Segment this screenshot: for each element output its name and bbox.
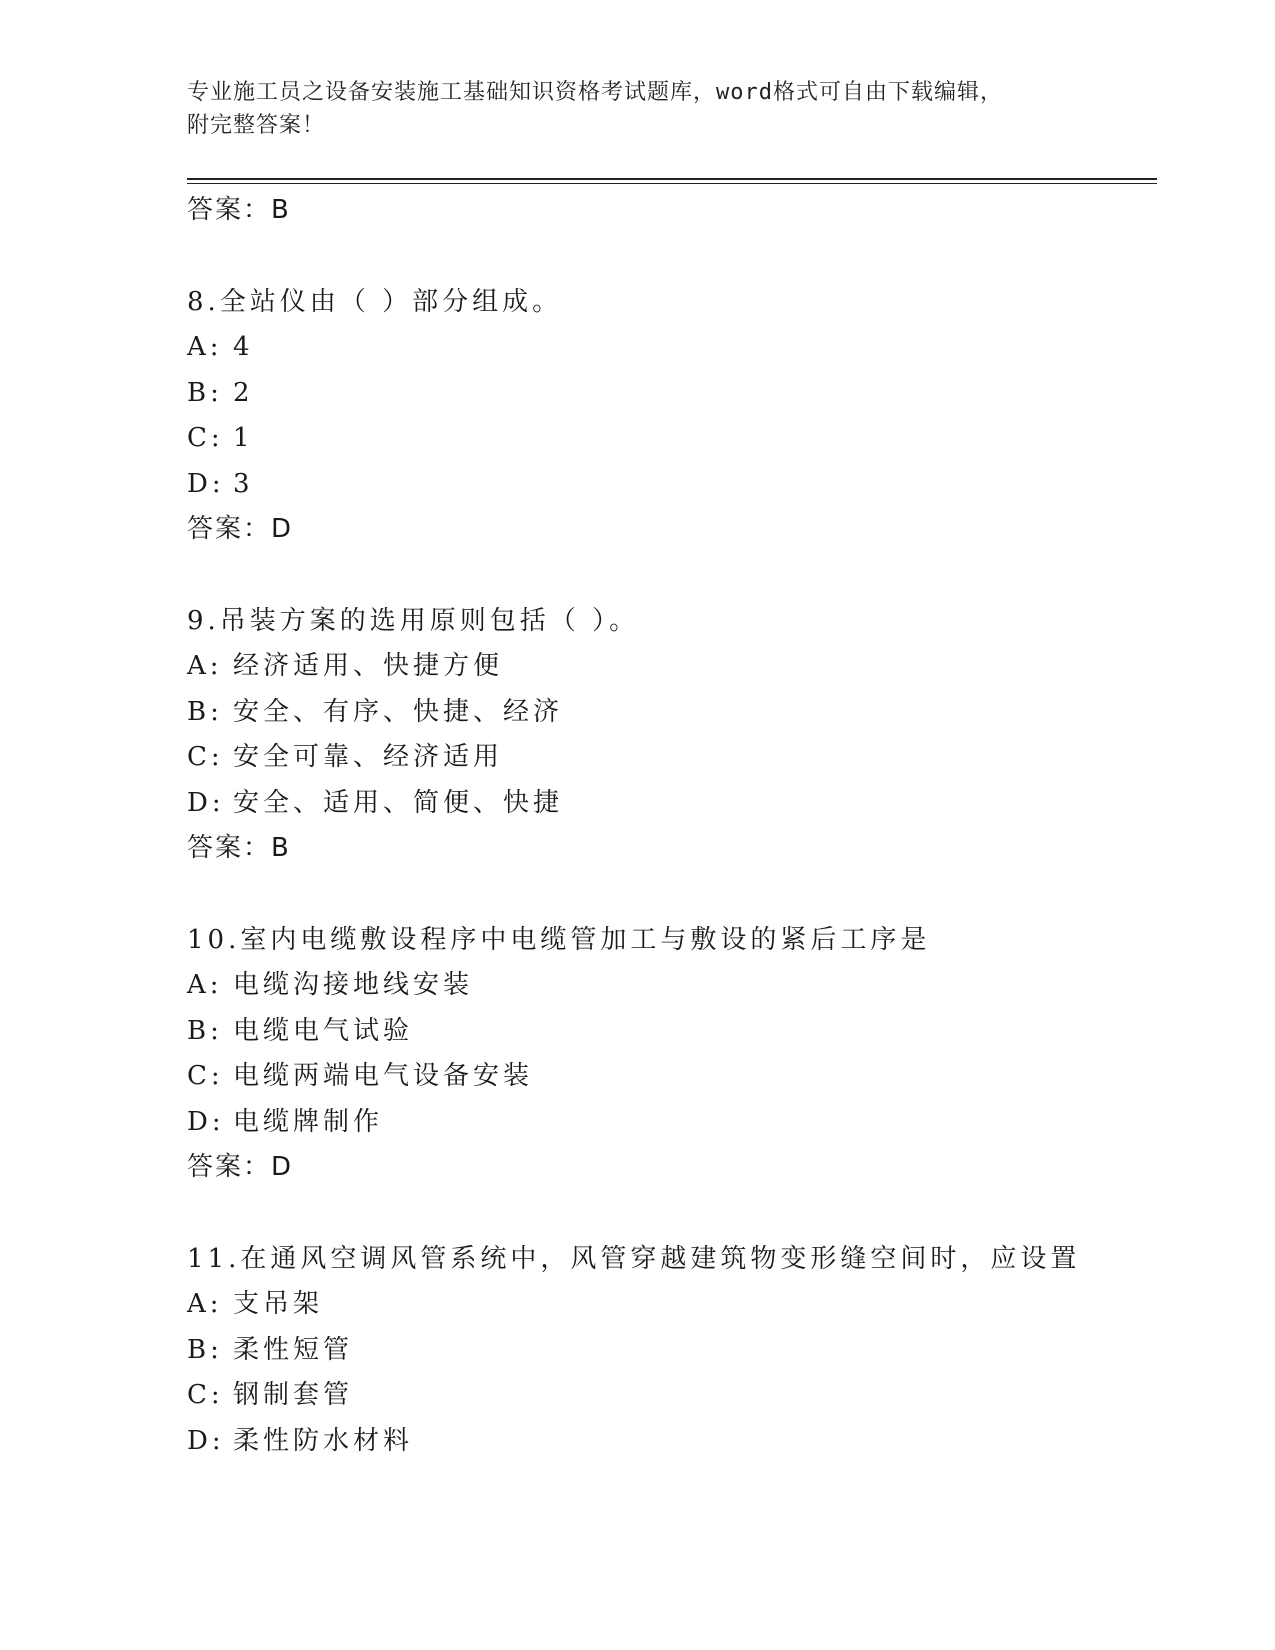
spacer bbox=[187, 553, 1187, 599]
option-letter: B: bbox=[187, 696, 223, 727]
option-text: 电缆电气试验 bbox=[233, 1015, 414, 1046]
option-b bbox=[187, 1328, 1187, 1374]
option-text: 支吊架 bbox=[233, 1289, 324, 1319]
option-a bbox=[187, 325, 1187, 371]
option-letter: D: bbox=[187, 787, 225, 818]
question-block bbox=[187, 280, 1187, 553]
option-text: 安全、适用、简便、快捷 bbox=[233, 787, 564, 818]
option-b bbox=[187, 371, 1187, 417]
option-text: 安全、有序、快捷、经济 bbox=[233, 696, 564, 727]
option-text: 柔性短管 bbox=[233, 1334, 354, 1365]
answer-line: 答案：D bbox=[187, 514, 294, 544]
option-b bbox=[187, 1009, 1187, 1055]
option-text: 钢制套管 bbox=[233, 1380, 354, 1410]
question-stem: 10.室内电缆敷设程序中电缆管加工与敷设的紧后工序是 bbox=[187, 924, 931, 955]
option-c bbox=[187, 1054, 1187, 1100]
option-text: 经济适用、快捷方便 bbox=[233, 651, 504, 681]
answer-line: 答案：B bbox=[187, 195, 291, 225]
option-letter: D: bbox=[187, 1425, 225, 1456]
option-text: 安全可靠、经济适用 bbox=[233, 742, 504, 772]
option-text: 电缆沟接地线安装 bbox=[233, 970, 474, 1000]
question-stem: 8.全站仪由（ ）部分组成。 bbox=[187, 286, 563, 317]
option-text: 柔性防水材料 bbox=[233, 1425, 414, 1456]
answer-line: 答案：B bbox=[187, 833, 291, 863]
option-letter: D: bbox=[187, 468, 225, 499]
question-stem: 11.在通风空调风管系统中，风管穿越建筑物变形缝空间时，应设置 bbox=[187, 1243, 1081, 1274]
question-block bbox=[187, 1237, 1187, 1465]
option-d bbox=[187, 462, 1187, 508]
question-block bbox=[187, 918, 1187, 1191]
spacer bbox=[187, 234, 1187, 280]
option-text: 2 bbox=[233, 377, 254, 408]
option-text: 4 bbox=[233, 332, 254, 362]
option-letter: C: bbox=[187, 423, 224, 453]
option-a bbox=[187, 644, 1187, 690]
option-d bbox=[187, 1419, 1187, 1465]
option-c bbox=[187, 735, 1187, 781]
option-b bbox=[187, 690, 1187, 736]
document-header bbox=[187, 76, 1067, 142]
option-text: 1 bbox=[233, 423, 254, 453]
option-letter: B: bbox=[187, 1015, 223, 1046]
option-text: 3 bbox=[233, 468, 254, 499]
option-letter: C: bbox=[187, 1061, 224, 1091]
header-divider-thin bbox=[187, 183, 1157, 184]
question-stem: 9.吊装方案的选用原则包括（ ）。 bbox=[187, 605, 640, 636]
option-letter: B: bbox=[187, 377, 223, 408]
header-line-1: 专业施工员之设备安装施工基础知识资格考试题库，word格式可自由下载编辑， bbox=[187, 80, 1003, 105]
option-d bbox=[187, 781, 1187, 827]
option-letter: A: bbox=[187, 651, 223, 681]
option-letter: A: bbox=[187, 332, 223, 362]
option-letter: A: bbox=[187, 970, 223, 1000]
option-d bbox=[187, 1100, 1187, 1146]
option-a bbox=[187, 1282, 1187, 1328]
header-divider-thick bbox=[187, 178, 1157, 180]
question-block bbox=[187, 599, 1187, 872]
option-c bbox=[187, 1373, 1187, 1419]
option-c bbox=[187, 416, 1187, 462]
option-letter: C: bbox=[187, 742, 224, 772]
option-text: 电缆两端电气设备安装 bbox=[233, 1061, 534, 1091]
question-list bbox=[187, 188, 1187, 1464]
option-text: 电缆牌制作 bbox=[233, 1106, 384, 1137]
answer-line: 答案：D bbox=[187, 1152, 294, 1182]
option-letter: D: bbox=[187, 1106, 225, 1137]
option-a bbox=[187, 963, 1187, 1009]
option-letter: C: bbox=[187, 1380, 224, 1410]
spacer bbox=[187, 1191, 1187, 1237]
header-line-2: 附完整答案！ bbox=[187, 113, 326, 138]
option-letter: B: bbox=[187, 1334, 223, 1365]
option-letter: A: bbox=[187, 1289, 223, 1319]
spacer bbox=[187, 872, 1187, 918]
